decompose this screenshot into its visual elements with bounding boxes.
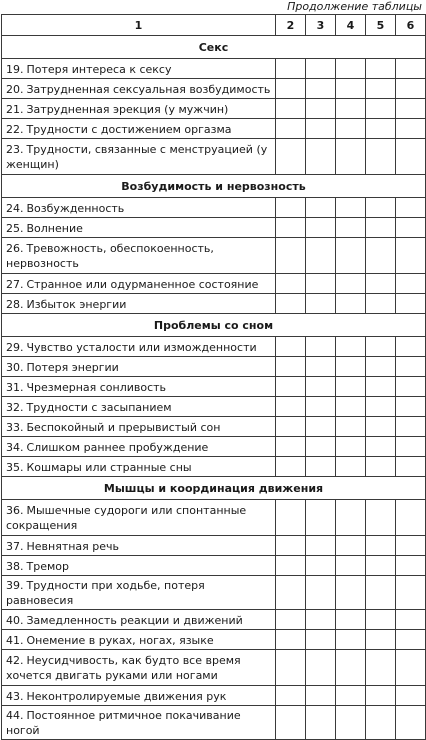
symptom-number: 35. [6, 460, 24, 474]
symptom-cell [2, 238, 276, 274]
symptom-cell [2, 99, 276, 119]
rating-cell-col-6[interactable] [396, 630, 426, 650]
rating-cell-col-5[interactable] [366, 99, 396, 119]
rating-cell-col-4[interactable] [336, 59, 366, 79]
table-row [2, 337, 426, 357]
symptom-number: 23. [6, 143, 24, 156]
symptom-number: 22. [6, 122, 24, 136]
rating-cell-col-6[interactable] [396, 218, 426, 238]
rating-cell-col-5[interactable] [366, 536, 396, 556]
rating-cell-col-5[interactable] [366, 119, 396, 139]
symptom-cell [2, 630, 276, 650]
rating-cell-col-2[interactable] [276, 536, 306, 556]
symptom-text: Затрудненная эрекция (у мужчин) [26, 102, 229, 116]
symptom-number: 30. [6, 360, 24, 374]
symptom-cell [2, 397, 276, 417]
section-title: Возбудимость и нервозность [2, 175, 426, 198]
symptom-text: Беспокойный и прерывистый сон [26, 420, 221, 434]
symptom-text: Избыток энергии [26, 297, 127, 311]
rating-cell-col-6[interactable] [396, 357, 426, 377]
symptom-cell [2, 686, 276, 706]
table-row [2, 417, 426, 437]
rating-cell-col-5[interactable] [366, 59, 396, 79]
rating-cell-col-6[interactable] [396, 500, 426, 536]
rating-cell-col-2[interactable] [276, 630, 306, 650]
symptom-number: 43. [6, 689, 24, 703]
rating-cell-col-4[interactable] [336, 610, 366, 630]
table-row [2, 99, 426, 119]
rating-cell-col-2[interactable] [276, 650, 306, 686]
symptom-cell [2, 650, 276, 686]
rating-cell-col-3[interactable] [306, 650, 336, 686]
symptom-text: Трудности с достижением оргазма [26, 122, 232, 136]
rating-cell-col-6[interactable] [396, 198, 426, 218]
rating-cell-col-2[interactable] [276, 556, 306, 576]
table-row [2, 59, 426, 79]
symptom-number: 25. [6, 221, 24, 235]
rating-cell-col-6[interactable] [396, 59, 426, 79]
rating-cell-col-2[interactable] [276, 294, 306, 314]
rating-cell-col-5[interactable] [366, 198, 396, 218]
symptom-number: 36. [6, 504, 24, 517]
column-header: 5 [366, 15, 396, 36]
rating-cell-col-4[interactable] [336, 556, 366, 576]
rating-cell-col-4[interactable] [336, 139, 366, 175]
table-row [2, 79, 426, 99]
rating-cell-col-4[interactable] [336, 397, 366, 417]
rating-cell-col-5[interactable] [366, 218, 396, 238]
section-title: Секс [2, 36, 426, 59]
rating-cell-col-4[interactable] [336, 630, 366, 650]
symptom-text: Трудности при ходьбе, потеря равновесия [6, 579, 205, 607]
rating-cell-col-4[interactable] [336, 500, 366, 536]
rating-cell-col-2[interactable] [276, 457, 306, 477]
rating-cell-col-2[interactable] [276, 706, 306, 740]
symptom-text: Кошмары или странные сны [26, 460, 192, 474]
column-header: 3 [306, 15, 336, 36]
rating-cell-col-5[interactable] [366, 706, 396, 740]
rating-cell-col-4[interactable] [336, 99, 366, 119]
column-header: 2 [276, 15, 306, 36]
table-row [2, 686, 426, 706]
rating-cell-col-5[interactable] [366, 294, 396, 314]
rating-cell-col-3[interactable] [306, 630, 336, 650]
symptom-text: Странное или одурманенное состояние [26, 277, 259, 291]
rating-cell-col-3[interactable] [306, 139, 336, 175]
rating-cell-col-3[interactable] [306, 706, 336, 740]
symptom-cell [2, 198, 276, 218]
rating-cell-col-6[interactable] [396, 377, 426, 397]
symptom-cell [2, 417, 276, 437]
rating-cell-col-4[interactable] [336, 650, 366, 686]
table-row [2, 556, 426, 576]
rating-cell-col-2[interactable] [276, 59, 306, 79]
rating-cell-col-6[interactable] [396, 706, 426, 740]
symptom-text: Замедленность реакции и движений [26, 613, 243, 627]
rating-cell-col-5[interactable] [366, 79, 396, 99]
rating-cell-col-5[interactable] [366, 576, 396, 610]
rating-cell-col-5[interactable] [366, 397, 396, 417]
rating-cell-col-4[interactable] [336, 119, 366, 139]
section-header-row [2, 175, 426, 198]
table-row [2, 218, 426, 238]
rating-cell-col-6[interactable] [396, 99, 426, 119]
rating-cell-col-5[interactable] [366, 500, 396, 536]
symptom-cell [2, 576, 276, 610]
rating-cell-col-2[interactable] [276, 357, 306, 377]
symptom-cell [2, 218, 276, 238]
rating-cell-col-3[interactable] [306, 238, 336, 274]
symptom-text: Затрудненная сексуальная возбудимость [26, 82, 271, 96]
symptom-cell [2, 437, 276, 457]
rating-cell-col-2[interactable] [276, 119, 306, 139]
rating-cell-col-2[interactable] [276, 139, 306, 175]
symptom-text: Потеря энергии [26, 360, 119, 374]
rating-cell-col-6[interactable] [396, 337, 426, 357]
table-row [2, 294, 426, 314]
rating-cell-col-5[interactable] [366, 377, 396, 397]
rating-cell-col-5[interactable] [366, 650, 396, 686]
rating-cell-col-2[interactable] [276, 337, 306, 357]
rating-cell-col-3[interactable] [306, 119, 336, 139]
symptom-number: 28. [6, 297, 24, 311]
table-row [2, 198, 426, 218]
symptom-cell [2, 706, 276, 740]
rating-cell-col-6[interactable] [396, 556, 426, 576]
symptom-cell [2, 357, 276, 377]
rating-cell-col-3[interactable] [306, 79, 336, 99]
rating-cell-col-3[interactable] [306, 500, 336, 536]
symptom-text: Чрезмерная сонливость [26, 380, 167, 394]
symptom-number: 34. [6, 440, 24, 454]
rating-cell-col-5[interactable] [366, 274, 396, 294]
table-row [2, 119, 426, 139]
rating-cell-col-6[interactable] [396, 238, 426, 274]
symptom-cell [2, 274, 276, 294]
rating-cell-col-5[interactable] [366, 686, 396, 706]
symptom-number: 41. [6, 633, 24, 647]
symptom-cell [2, 59, 276, 79]
symptom-cell [2, 294, 276, 314]
symptom-number: 19. [6, 62, 24, 76]
rating-cell-col-4[interactable] [336, 294, 366, 314]
symptom-number: 44. [6, 709, 24, 722]
symptom-cell [2, 457, 276, 477]
column-header: 4 [336, 15, 366, 36]
rating-cell-col-2[interactable] [276, 576, 306, 610]
symptom-number: 24. [6, 201, 24, 215]
table-row [2, 397, 426, 417]
table-row [2, 610, 426, 630]
symptom-text: Неконтролируемые движения рук [26, 689, 227, 703]
symptom-text: Тревожность, обеспокоенность, нервозность [6, 242, 214, 270]
rating-cell-col-4[interactable] [336, 238, 366, 274]
rating-cell-col-3[interactable] [306, 437, 336, 457]
rating-cell-col-2[interactable] [276, 686, 306, 706]
symptom-cell [2, 139, 276, 175]
symptom-number: 37. [6, 539, 24, 553]
rating-cell-col-6[interactable] [396, 274, 426, 294]
table-row [2, 437, 426, 457]
rating-cell-col-2[interactable] [276, 79, 306, 99]
rating-cell-col-4[interactable] [336, 536, 366, 556]
rating-cell-col-6[interactable] [396, 576, 426, 610]
table-row [2, 457, 426, 477]
table-row [2, 377, 426, 397]
rating-cell-col-2[interactable] [276, 500, 306, 536]
symptom-text: Тремор [26, 559, 69, 573]
symptom-cell [2, 79, 276, 99]
symptom-number: 29. [6, 340, 24, 354]
rating-cell-col-2[interactable] [276, 417, 306, 437]
rating-cell-col-4[interactable] [336, 377, 366, 397]
rating-cell-col-4[interactable] [336, 706, 366, 740]
rating-cell-col-3[interactable] [306, 218, 336, 238]
rating-cell-col-3[interactable] [306, 536, 336, 556]
rating-cell-col-2[interactable] [276, 610, 306, 630]
section-header-row [2, 36, 426, 59]
rating-cell-col-5[interactable] [366, 357, 396, 377]
table-row [2, 650, 426, 686]
table-continued-caption: Продолжение таблицы [287, 0, 422, 13]
table-row [2, 630, 426, 650]
symptom-number: 33. [6, 420, 24, 434]
rating-cell-col-4[interactable] [336, 218, 366, 238]
section-title: Проблемы со сном [2, 314, 426, 337]
section-header-row [2, 314, 426, 337]
rating-cell-col-3[interactable] [306, 457, 336, 477]
rating-cell-col-3[interactable] [306, 294, 336, 314]
rating-cell-col-6[interactable] [396, 294, 426, 314]
symptom-text: Потеря интереса к сексу [26, 62, 172, 76]
rating-cell-col-5[interactable] [366, 437, 396, 457]
rating-cell-col-2[interactable] [276, 218, 306, 238]
column-header: 1 [2, 15, 276, 36]
rating-cell-col-3[interactable] [306, 610, 336, 630]
symptom-number: 20. [6, 82, 24, 96]
rating-cell-col-3[interactable] [306, 274, 336, 294]
table-row [2, 536, 426, 556]
section-title: Мышцы и координация движения [2, 477, 426, 500]
rating-cell-col-5[interactable] [366, 337, 396, 357]
symptom-cell [2, 500, 276, 536]
rating-cell-col-6[interactable] [396, 536, 426, 556]
rating-cell-col-6[interactable] [396, 79, 426, 99]
column-header: 6 [396, 15, 426, 36]
symptom-text: Мышечные судороги или спонтанные сокращения [6, 504, 247, 532]
rating-cell-col-4[interactable] [336, 357, 366, 377]
rating-cell-col-6[interactable] [396, 610, 426, 630]
table-row [2, 274, 426, 294]
rating-cell-col-4[interactable] [336, 274, 366, 294]
rating-cell-col-5[interactable] [366, 238, 396, 274]
rating-cell-col-4[interactable] [336, 686, 366, 706]
rating-cell-col-4[interactable] [336, 337, 366, 357]
symptom-cell [2, 119, 276, 139]
rating-cell-col-5[interactable] [366, 457, 396, 477]
table-row [2, 238, 426, 274]
symptom-text: Возбужденность [26, 201, 125, 215]
rating-cell-col-3[interactable] [306, 357, 336, 377]
rating-cell-col-3[interactable] [306, 377, 336, 397]
rating-cell-col-6[interactable] [396, 457, 426, 477]
rating-cell-col-5[interactable] [366, 556, 396, 576]
table-body [2, 36, 426, 740]
rating-cell-col-5[interactable] [366, 417, 396, 437]
symptom-text: Слишком раннее пробуждение [26, 440, 209, 454]
symptom-cell [2, 610, 276, 630]
symptom-number: 42. [6, 654, 24, 667]
symptom-text: Неусидчивость, как будто все время хочется двигать руками или ногами [6, 654, 241, 682]
rating-cell-col-4[interactable] [336, 79, 366, 99]
symptom-text: Трудности с засыпанием [26, 400, 172, 414]
rating-cell-col-2[interactable] [276, 198, 306, 218]
rating-cell-col-2[interactable] [276, 397, 306, 417]
rating-cell-col-4[interactable] [336, 576, 366, 610]
table-row [2, 706, 426, 740]
rating-cell-col-3[interactable] [306, 417, 336, 437]
symptom-text: Чувство усталости или изможденности [26, 340, 257, 354]
rating-cell-col-3[interactable] [306, 59, 336, 79]
rating-cell-col-3[interactable] [306, 397, 336, 417]
rating-cell-col-6[interactable] [396, 119, 426, 139]
rating-cell-col-3[interactable] [306, 198, 336, 218]
rating-cell-col-3[interactable] [306, 686, 336, 706]
rating-cell-col-5[interactable] [366, 139, 396, 175]
rating-cell-col-6[interactable] [396, 397, 426, 417]
symptom-text: Волнение [26, 221, 83, 235]
symptom-number: 31. [6, 380, 24, 394]
rating-cell-col-2[interactable] [276, 238, 306, 274]
rating-cell-col-2[interactable] [276, 274, 306, 294]
symptom-number: 26. [6, 242, 24, 255]
rating-cell-col-2[interactable] [276, 437, 306, 457]
rating-cell-col-2[interactable] [276, 99, 306, 119]
rating-cell-col-4[interactable] [336, 457, 366, 477]
table-row [2, 357, 426, 377]
symptom-number: 21. [6, 102, 24, 116]
symptom-cell [2, 337, 276, 357]
rating-cell-col-3[interactable] [306, 556, 336, 576]
table-row [2, 500, 426, 536]
table-row [2, 139, 426, 175]
rating-cell-col-3[interactable] [306, 99, 336, 119]
rating-cell-col-3[interactable] [306, 337, 336, 357]
rating-cell-col-6[interactable] [396, 437, 426, 457]
symptom-number: 27. [6, 277, 24, 291]
rating-cell-col-6[interactable] [396, 686, 426, 706]
rating-cell-col-6[interactable] [396, 417, 426, 437]
symptom-cell [2, 556, 276, 576]
table-header-row [2, 15, 426, 36]
symptom-text: Онемение в руках, ногах, языке [26, 633, 214, 647]
symptom-cell [2, 536, 276, 556]
rating-cell-col-4[interactable] [336, 198, 366, 218]
rating-cell-col-5[interactable] [366, 630, 396, 650]
symptom-checklist-table [1, 14, 426, 740]
rating-cell-col-5[interactable] [366, 610, 396, 630]
symptom-number: 32. [6, 400, 24, 414]
rating-cell-col-4[interactable] [336, 417, 366, 437]
rating-cell-col-2[interactable] [276, 377, 306, 397]
symptom-number: 39. [6, 579, 24, 592]
rating-cell-col-6[interactable] [396, 139, 426, 175]
symptom-text: Трудности, связанные с менструацией (у женщин) [6, 143, 268, 171]
symptom-text: Постоянное ритмичное покачивание ногой [6, 709, 241, 737]
table-row [2, 576, 426, 610]
symptom-number: 38. [6, 559, 24, 573]
symptom-text: Невнятная речь [26, 539, 120, 553]
rating-cell-col-6[interactable] [396, 650, 426, 686]
rating-cell-col-3[interactable] [306, 576, 336, 610]
symptom-number: 40. [6, 613, 24, 627]
symptom-cell [2, 377, 276, 397]
rating-cell-col-4[interactable] [336, 437, 366, 457]
section-header-row [2, 477, 426, 500]
